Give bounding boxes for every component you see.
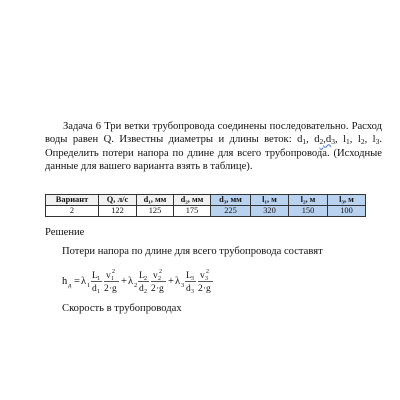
- formula-dot: ·: [203, 284, 207, 294]
- formula-d2-sub: 2: [144, 289, 147, 295]
- formula-two: 2: [151, 284, 156, 294]
- table-header-cell: d₁, мм: [137, 195, 174, 206]
- table-cell-selected: 100: [328, 206, 366, 217]
- formula-equals: =: [74, 276, 80, 287]
- formula-v2-sub: 2: [158, 276, 161, 282]
- table-header-cell-selected: d₃, мм: [211, 195, 251, 206]
- formula-lhs: h: [62, 276, 68, 287]
- formula-L2-sub: 2: [144, 276, 147, 282]
- formula-d3-sub: 3: [191, 289, 194, 295]
- formula-L3: L: [186, 271, 192, 281]
- table-cell-selected: 225: [211, 206, 251, 217]
- formula-d1-sub: 1: [97, 289, 100, 295]
- table-cell-selected: 150: [289, 206, 328, 217]
- formula-dot: ·: [156, 284, 160, 294]
- formula-g: g: [112, 284, 117, 294]
- table-header-cell: d₂, мм: [174, 195, 211, 206]
- formula-L1-sub: 1: [97, 276, 100, 282]
- solution-heading: Решение: [45, 227, 85, 238]
- table-cell: 125: [137, 206, 174, 217]
- formula-L3-sub: 3: [191, 276, 194, 282]
- table-cell: 175: [174, 206, 211, 217]
- formula-lambda-2: λ: [128, 276, 134, 287]
- formula-lambda-1-sub: 1: [87, 282, 91, 289]
- table-cell-selected: 320: [251, 206, 289, 217]
- problem-label: Задача 6: [63, 121, 102, 132]
- formula-lambda-3-sub: 3: [181, 282, 185, 289]
- formula-d2: d: [139, 284, 144, 294]
- formula-v2: v: [153, 271, 158, 281]
- head-loss-formula: [62, 262, 222, 300]
- table-header-row: [46, 195, 366, 206]
- formula-dot: ·: [109, 284, 113, 294]
- formula-g: g: [159, 284, 164, 294]
- table-cell: 122: [99, 206, 137, 217]
- formula-v2-sup: 2: [159, 269, 162, 275]
- formula-plus: +: [121, 276, 127, 287]
- solution-statement: Потери напора по длине для всего трубопровода составят: [62, 246, 323, 257]
- formula-v3-sub: 3: [205, 276, 208, 282]
- formula-v3-sup: 2: [206, 269, 209, 275]
- formula-plus: +: [168, 276, 174, 287]
- formula-d1: d: [92, 284, 97, 294]
- formula-v1-sub: 1: [111, 276, 114, 282]
- formula-lhs-sub: д: [68, 282, 72, 289]
- formula-v3: v: [200, 271, 205, 281]
- formula-two: 2: [104, 284, 109, 294]
- formula-L1: L: [92, 271, 98, 281]
- formula-L2: L: [139, 271, 145, 281]
- formula-lambda-2-sub: 2: [134, 282, 138, 289]
- table-header-cell-selected: l₃, м: [328, 195, 366, 206]
- formula-lambda-3: λ: [175, 276, 181, 287]
- problem-statement: Задача 6 Три ветки трубопровода соединены последовательно. Расход воды равен Q. Известны диаметры и длины веток: $d_1$, $d_2,d_3$, $l_1$, $l_2$, $l_3$. Определить потери напора по длине для всего трубопровода. (Исходные данные для вашего варианта взять в таблице).: [45, 121, 383, 173]
- table-header-cell: Вариант: [46, 195, 99, 206]
- table-row: [46, 206, 366, 217]
- table-header-cell-selected: l₂, м: [289, 195, 328, 206]
- table-cell: 2: [46, 206, 99, 217]
- input-data-table: [45, 194, 366, 217]
- formula-g: g: [206, 284, 211, 294]
- table-header-cell: Q, л/с: [99, 195, 137, 206]
- formula-two: 2: [198, 284, 203, 294]
- formula-d3: d: [186, 284, 191, 294]
- formula-v1-sup: 2: [112, 269, 115, 275]
- formula-v1: v: [106, 271, 111, 281]
- table-header-cell-selected: l₁, м: [251, 195, 289, 206]
- formula-lambda-1: λ: [81, 276, 87, 287]
- solution-next-line: Скорость в трубопроводах: [62, 303, 182, 314]
